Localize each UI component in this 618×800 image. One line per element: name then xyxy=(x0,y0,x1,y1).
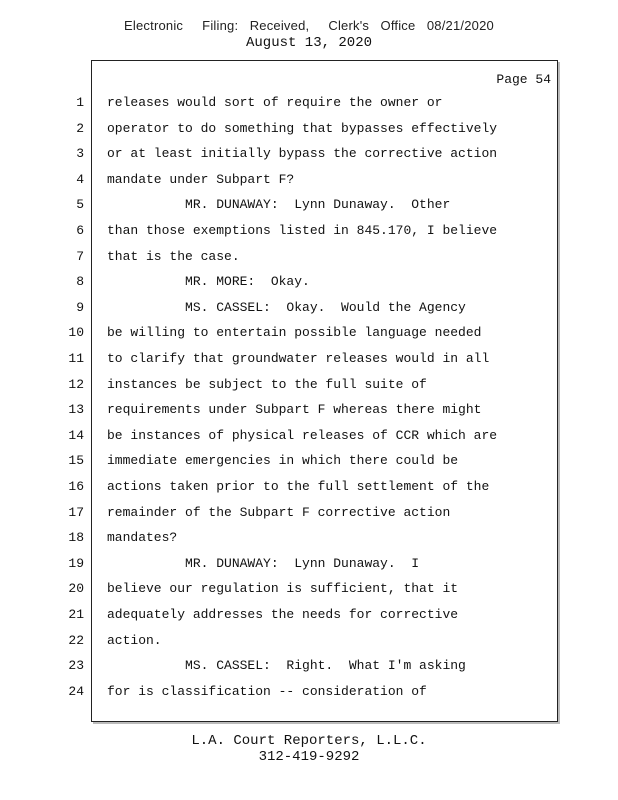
line-number: 4 xyxy=(76,172,84,187)
transcript-line: MR. MORE: Okay. xyxy=(107,274,310,289)
transcript-line: remainder of the Subpart F corrective action xyxy=(107,505,451,520)
transcript-line: MS. CASSEL: Right. What I'm asking xyxy=(107,658,466,673)
line-number: 12 xyxy=(68,377,84,392)
transcript-line: be willing to entertain possible language needed xyxy=(107,325,482,340)
transcript-line: releases would sort of require the owner or xyxy=(107,95,443,110)
line-number: 17 xyxy=(68,505,84,520)
line-number: 3 xyxy=(76,146,84,161)
line-number: 22 xyxy=(68,633,84,648)
line-number: 24 xyxy=(68,684,84,699)
transcript-date: August 13, 2020 xyxy=(245,35,373,51)
line-number: 23 xyxy=(68,658,84,673)
line-number: 21 xyxy=(68,607,84,622)
transcript-line: be instances of physical releases of CCR which are xyxy=(107,428,498,443)
transcript-line: than those exemptions listed in 845.170, I believe xyxy=(107,223,498,238)
footer-company: L.A. Court Reporters, L.L.C. xyxy=(191,733,427,749)
transcript-line: immediate emergencies in which there could be xyxy=(107,453,459,468)
transcript-line: mandates? xyxy=(107,530,178,545)
line-number: 1 xyxy=(76,95,84,110)
transcript-line: requirements under Subpart F whereas there might xyxy=(107,402,482,417)
filing-stamp: Electronic Filing: Received, Clerk's Office 08/21/2020 xyxy=(124,18,494,33)
line-number: 6 xyxy=(76,223,84,238)
line-number: 2 xyxy=(76,121,84,136)
line-number: 16 xyxy=(68,479,84,494)
page-number: Page 54 xyxy=(496,72,551,87)
transcript-line: actions taken prior to the full settlement of the xyxy=(107,479,490,494)
line-number: 11 xyxy=(68,351,84,366)
transcript-line: action. xyxy=(107,633,162,648)
transcript-line: mandate under Subpart F? xyxy=(107,172,295,187)
line-number: 15 xyxy=(68,453,84,468)
line-number: 13 xyxy=(68,402,84,417)
transcript-line: or at least initially bypass the corrective action xyxy=(107,146,498,161)
line-number: 7 xyxy=(76,249,84,264)
line-number: 10 xyxy=(68,325,84,340)
transcript-line: operator to do something that bypasses effectively xyxy=(107,121,498,136)
line-number: 5 xyxy=(76,197,84,212)
transcript-line: that is the case. xyxy=(107,249,240,264)
transcript-line: instances be subject to the full suite of xyxy=(107,377,427,392)
line-number: 14 xyxy=(68,428,84,443)
line-number: 20 xyxy=(68,581,84,596)
line-number: 19 xyxy=(68,556,84,571)
transcript-line: for is classification -- consideration of xyxy=(107,684,427,699)
transcript-line: to clarify that groundwater releases would in all xyxy=(107,351,490,366)
transcript-line: believe our regulation is sufficient, that it xyxy=(107,581,459,596)
transcript-line: MR. DUNAWAY: Lynn Dunaway. I xyxy=(107,556,420,571)
footer xyxy=(0,733,618,765)
footer-phone: 312-419-9292 xyxy=(258,749,360,765)
line-number: 18 xyxy=(68,530,84,545)
transcript-line: MR. DUNAWAY: Lynn Dunaway. Other xyxy=(107,197,451,212)
line-number: 8 xyxy=(76,274,84,289)
line-number: 9 xyxy=(76,300,84,315)
transcript-line: MS. CASSEL: Okay. Would the Agency xyxy=(107,300,466,315)
transcript-line: adequately addresses the needs for corrective xyxy=(107,607,459,622)
